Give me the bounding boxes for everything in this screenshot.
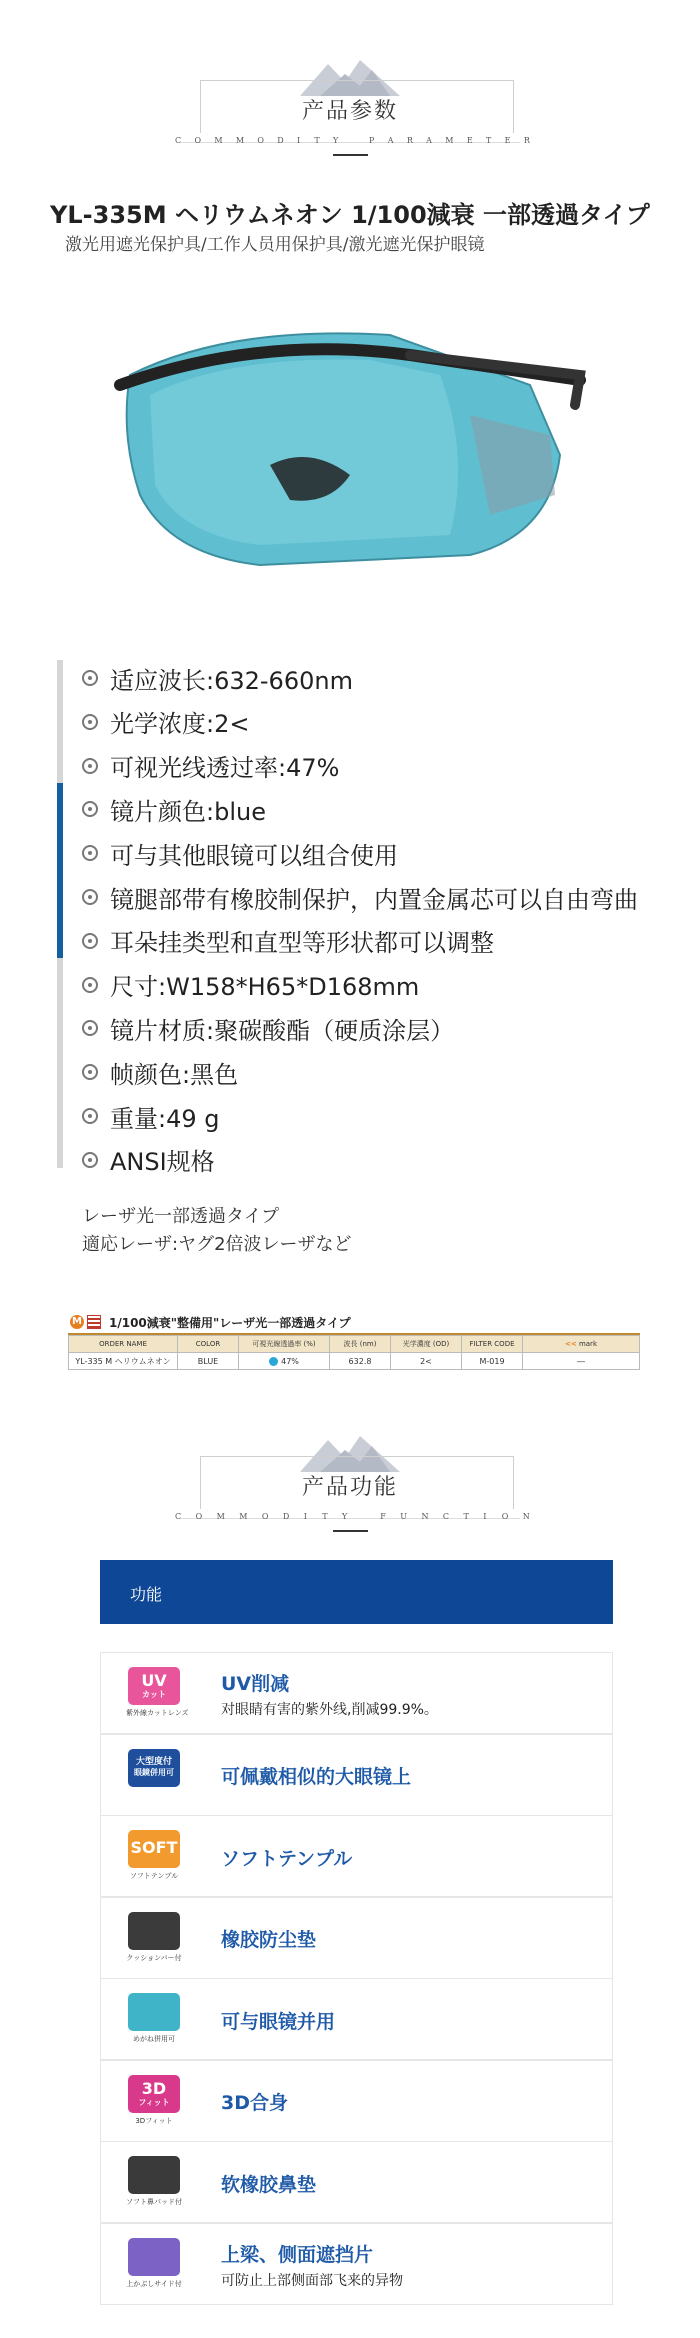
spec-text: 光学浓度:2< <box>110 710 250 739</box>
section-header-function <box>0 1432 700 1542</box>
cushion-bar-icon <box>126 1912 182 1968</box>
function-text <box>221 2224 403 2306</box>
bullet-circle-icon <box>82 801 98 817</box>
spec-item <box>82 923 494 959</box>
subtitle-letter: O <box>501 1512 509 1521</box>
spec-text: 镜片颜色:blue <box>110 797 266 826</box>
th-filter-code: FILTER CODE <box>462 1336 523 1353</box>
subtitle-letter: A <box>387 136 394 145</box>
icon-text-2: カット <box>142 1690 166 1699</box>
soft-nose-pad-icon <box>126 2156 182 2212</box>
function-row <box>100 1652 613 1734</box>
subtitle-letter: Y <box>342 1512 348 1521</box>
note-line-1: レーザ光一部透過タイプ <box>82 1206 280 1227</box>
spec-item <box>82 660 353 696</box>
icon-caption: ソフト鼻パッド付 <box>126 2198 182 2206</box>
icon-caption: ソフトテンプル <box>129 1872 179 1880</box>
icon-text: SOFT <box>130 1838 178 1857</box>
title-underline <box>333 154 368 156</box>
subtitle-letter: U <box>400 1512 407 1521</box>
function-desc: 可防止上部侧面部飞来的异物 <box>221 2272 403 2289</box>
subtitle-letter: O <box>257 136 264 145</box>
function-text <box>221 1735 411 1817</box>
spec-item <box>82 967 419 1003</box>
subtitle-letter: T <box>463 1512 469 1521</box>
function-row <box>100 1815 613 1897</box>
bullet-circle-icon <box>82 889 98 905</box>
td-mark: ― <box>523 1353 640 1370</box>
bullet-circle-icon <box>82 1064 98 1080</box>
spec-item <box>82 748 339 784</box>
subtitle-letter: C <box>175 1512 182 1521</box>
icon-caption: 上かぶしサイド付 <box>126 2279 182 2288</box>
td-color: BLUE <box>178 1353 239 1370</box>
3d-fit-icon <box>126 2075 182 2131</box>
subtitle-letter: M <box>239 1512 248 1521</box>
bullet-circle-icon <box>82 977 98 993</box>
subtitle-letter: I <box>297 136 301 145</box>
subtitle-letter: M <box>235 136 245 145</box>
spec-item <box>82 704 249 740</box>
th-wavelength: 波長 (nm) <box>330 1336 391 1353</box>
spec-table-title-bar <box>70 1312 640 1332</box>
subtitle-letter: I <box>483 1512 487 1521</box>
spec-bar-mid <box>57 783 63 958</box>
function-row <box>100 2141 613 2223</box>
spec-item <box>82 1142 215 1178</box>
function-text <box>221 1898 316 1980</box>
subtitle-letter: T <box>322 1512 328 1521</box>
icon-caption: クッションバー付 <box>126 1953 182 1962</box>
table-header-row <box>69 1336 640 1353</box>
subtitle-letter: P <box>368 136 375 145</box>
bullet-circle-icon <box>82 933 98 949</box>
td-transmittance: 47% <box>239 1353 330 1370</box>
subtitle-letter: O <box>194 136 202 145</box>
mark-label: mark <box>578 1340 597 1348</box>
td-order-name: YL-335 M ヘリウムネオン <box>69 1353 178 1370</box>
safety-glasses-image <box>110 315 590 595</box>
section-title: 产品参数 <box>301 99 398 124</box>
subtitle-letter: F <box>380 1512 386 1521</box>
th-transmittance: 可視光線透過率 (%) <box>239 1336 330 1353</box>
th-od: 光学濃度 (OD) <box>391 1336 462 1353</box>
subtitle-letter: T <box>314 136 320 145</box>
bullet-circle-icon <box>82 1108 98 1124</box>
icon-text-2: フィット <box>138 2097 170 2107</box>
spec-text: 镜片材质:聚碳酸酯（硬质涂层） <box>110 1016 455 1045</box>
spec-text: 可视光线透过率:47% <box>110 754 340 783</box>
spec-bar-bottom <box>57 958 63 1168</box>
function-text <box>221 1979 335 2061</box>
function-title: 软橡胶鼻垫 <box>221 2173 317 2196</box>
bullet-circle-icon <box>82 670 98 686</box>
subtitle-letter: Y <box>333 136 339 145</box>
subtitle-letter: C <box>175 136 182 145</box>
subtitle-letter: M <box>214 136 223 145</box>
th-mark <box>523 1336 640 1353</box>
subtitle-letter: E <box>504 136 511 145</box>
spec-item <box>82 791 266 827</box>
function-title: 上梁、侧面遮挡片 <box>221 2243 374 2266</box>
function-title: UV削减 <box>221 1673 290 1695</box>
table-row <box>69 1353 640 1370</box>
function-text <box>221 1816 352 1898</box>
subtitle-letter: O <box>261 1512 269 1521</box>
icon-text: 大型度付 <box>135 1757 172 1767</box>
function-title: 3D合身 <box>221 2092 288 2114</box>
th-order-name: ORDER NAME <box>69 1336 178 1353</box>
product-title: YL-335M ヘリウムネオン 1/100減衰 一部透過タイプ <box>50 201 650 229</box>
icon-caption: 3Dフィット <box>135 2116 173 2125</box>
subtitle-letter: M <box>445 136 454 145</box>
function-row <box>100 1734 613 1816</box>
spec-item <box>82 1098 220 1134</box>
bullet-circle-icon <box>82 1020 98 1036</box>
icon-caption: 紫外線カットレンズ <box>126 1709 189 1717</box>
section-subtitle <box>175 1512 530 1521</box>
subtitle-letter: R <box>523 136 530 145</box>
spec-text: 帧颜色:黑色 <box>110 1060 239 1089</box>
function-title: 橡胶防尘垫 <box>221 1929 317 1951</box>
m-badge-icon: M <box>70 1315 84 1329</box>
subtitle-letter: C <box>442 1512 450 1521</box>
large-eyeglass-compatible-icon <box>126 1749 182 1805</box>
spec-item <box>82 835 398 871</box>
function-text <box>221 2061 288 2143</box>
function-row <box>100 2223 613 2305</box>
bullet-circle-icon <box>82 714 98 730</box>
spec-text: 镜腿部带有橡胶制保护，内置金属芯可以自由弯曲 <box>110 885 638 914</box>
section-subtitle <box>175 136 530 145</box>
subtitle-letter: A <box>426 136 432 145</box>
function-title: 可与眼镜并用 <box>221 2010 336 2033</box>
bullet-circle-icon <box>82 1152 98 1168</box>
subtitle-letter: N <box>522 1512 530 1521</box>
soft-temple-icon <box>126 1830 182 1886</box>
subtitle-letter: M <box>216 1512 225 1521</box>
function-text <box>221 2142 316 2224</box>
subtitle-letter: D <box>282 1512 290 1521</box>
spec-bar-top <box>57 660 63 783</box>
subtitle-letter: I <box>303 1512 307 1521</box>
spec-text: 尺寸:W158*H65*D168mm <box>110 973 420 1002</box>
table-title: 1/100減衰"整備用"レーザ光一部透過タイプ <box>109 1315 351 1330</box>
ce-mark-icon: << <box>564 1340 577 1348</box>
subtitle-letter <box>352 136 356 145</box>
th-color: COLOR <box>178 1336 239 1353</box>
spec-text: 可与其他眼镜可以组合使用 <box>110 841 398 870</box>
top-side-shield-icon <box>126 2238 182 2294</box>
icon-text: 3D <box>141 2078 167 2098</box>
icon-text: UV <box>141 1671 167 1690</box>
td-filter-code: M-019 <box>462 1353 523 1370</box>
spec-item <box>82 879 638 915</box>
function-desc: 对眼睛有害的紫外线,削减99.9%。 <box>221 1702 438 1718</box>
subtitle-letter <box>362 1512 366 1521</box>
note-line-2: 適応レーザ:ヤグ2倍波レーザなど <box>82 1234 352 1255</box>
bullet-circle-icon <box>82 758 98 774</box>
spec-text: ANSI规格 <box>110 1148 215 1177</box>
spec-text: 重量:49 g <box>110 1104 220 1133</box>
function-row <box>100 1978 613 2060</box>
spec-table <box>68 1335 640 1370</box>
function-text <box>221 1653 438 1735</box>
bullet-circle-icon <box>82 845 98 861</box>
td-od: 2< <box>391 1353 462 1370</box>
function-row <box>100 1897 613 1979</box>
function-title: 可佩戴相似的大眼镜上 <box>221 1766 412 1788</box>
uv-cut-icon <box>126 1667 189 1723</box>
section-title: 产品功能 <box>301 1475 398 1500</box>
subtitle-letter: T <box>485 136 492 145</box>
subtitle-letter: D <box>277 136 284 145</box>
glasses-compatible-icon <box>126 1993 182 2049</box>
icon-text-2: 眼鏡併用可 <box>134 1768 174 1777</box>
title-underline <box>333 1530 368 1532</box>
spec-text: 适应波长:632-660nm <box>110 666 353 695</box>
grid-icon <box>87 1315 101 1329</box>
spec-item <box>82 1010 454 1046</box>
subtitle-letter: O <box>195 1512 203 1521</box>
subtitle-letter: E <box>466 136 473 145</box>
function-title: ソフトテンプル <box>221 1847 353 1870</box>
product-subtitle: 激光用遮光保护具/工作人员用保护具/激光遮光保护眼镜 <box>65 235 485 255</box>
function-row <box>100 2060 613 2142</box>
icon-caption: めがね併用可 <box>133 2035 175 2043</box>
functions-header: 功能 <box>130 1585 163 1604</box>
spec-text: 耳朵挂类型和直型等形状都可以调整 <box>110 929 494 958</box>
section-header-parameters <box>0 56 700 166</box>
td-wavelength: 632.8 <box>330 1353 391 1370</box>
subtitle-letter: R <box>406 136 413 145</box>
color-swatch-icon <box>269 1357 278 1366</box>
subtitle-letter: N <box>421 1512 429 1521</box>
spec-item <box>82 1054 238 1090</box>
functions-header-bar <box>100 1560 613 1624</box>
